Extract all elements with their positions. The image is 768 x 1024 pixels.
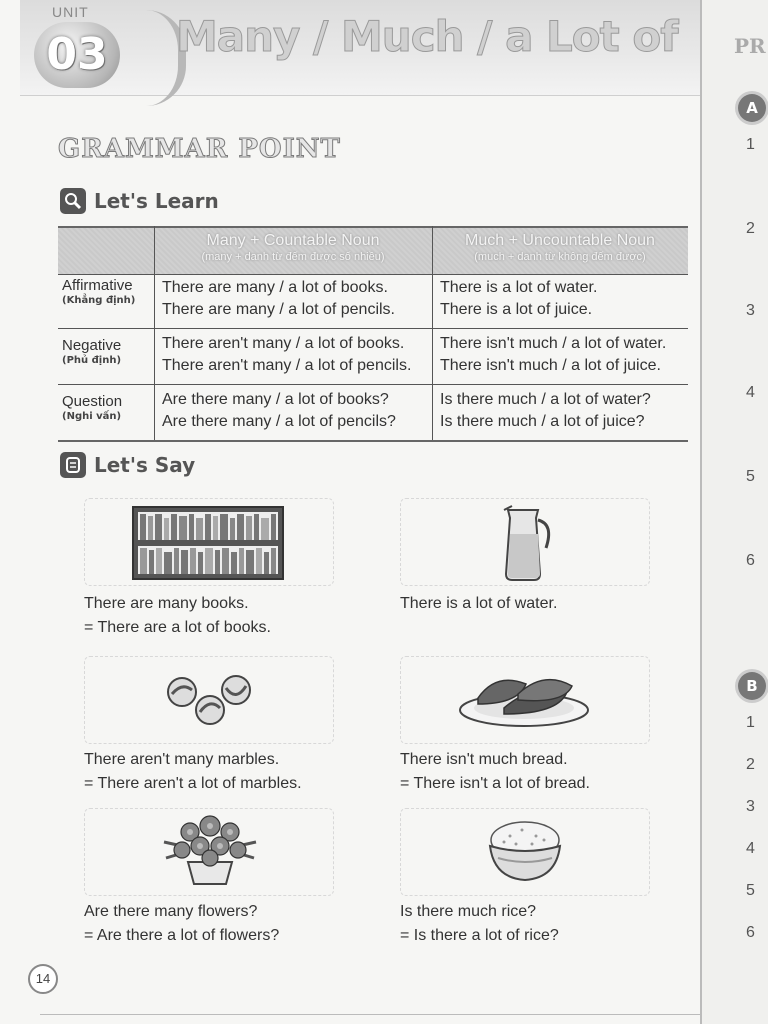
column-header-uncountable-main: Much + Uncountable Noun bbox=[465, 232, 655, 249]
example-sentence: Is there much / a lot of juice? bbox=[440, 413, 645, 430]
strip-number: 5 bbox=[746, 882, 755, 899]
lets-say-title: Let's Say bbox=[94, 453, 196, 477]
countable-cell bbox=[162, 277, 395, 321]
say-sentence-group bbox=[84, 900, 279, 948]
bookshelf-icon bbox=[132, 506, 284, 584]
row-label-sub: (Nghi vấn) bbox=[62, 411, 122, 422]
table-row-question bbox=[58, 384, 688, 440]
say-sentence-group bbox=[84, 592, 271, 640]
strip-number: 4 bbox=[746, 840, 755, 857]
example-sentence: There aren't many / a lot of pencils. bbox=[162, 357, 412, 374]
say-sentence: There is a lot of water. bbox=[400, 595, 558, 612]
column-header-uncountable bbox=[432, 228, 688, 274]
example-sentence: There is a lot of juice. bbox=[440, 301, 593, 318]
strip-number: 4 bbox=[746, 384, 755, 401]
say-sentence: There are many books. bbox=[84, 595, 249, 612]
say-sentence: Are there many flowers? bbox=[84, 903, 258, 920]
strip-number: 3 bbox=[746, 302, 755, 319]
example-sentence: There are many / a lot of pencils. bbox=[162, 301, 395, 318]
lets-say-heading bbox=[60, 452, 195, 478]
row-label-sub: (Khẳng định) bbox=[62, 295, 136, 306]
strip-number: 3 bbox=[746, 798, 755, 815]
section-b-badge: B bbox=[738, 672, 766, 700]
column-header-countable bbox=[154, 228, 432, 274]
say-sentence: There isn't much bread. bbox=[400, 751, 568, 768]
say-sentence: = There are a lot of books. bbox=[84, 619, 271, 636]
lets-learn-title: Let's Learn bbox=[94, 189, 219, 213]
strip-number: 5 bbox=[746, 468, 755, 485]
example-sentence: Is there much / a lot of water? bbox=[440, 391, 651, 408]
section-a-badge: A bbox=[738, 94, 766, 122]
table-bottom-rule bbox=[58, 440, 688, 442]
say-sentence: = There isn't a lot of bread. bbox=[400, 775, 590, 792]
strip-number: 1 bbox=[746, 136, 755, 153]
say-sentence: = Are there a lot of flowers? bbox=[84, 927, 280, 944]
countable-cell bbox=[162, 333, 411, 377]
uncountable-cell bbox=[440, 277, 597, 321]
say-sentence: There aren't many marbles. bbox=[84, 751, 280, 768]
row-label bbox=[62, 337, 154, 367]
marbles-icon bbox=[164, 672, 254, 732]
row-label bbox=[62, 277, 154, 307]
magnifier-icon bbox=[60, 188, 86, 214]
example-sentence: There aren't many / a lot of books. bbox=[162, 335, 405, 352]
row-label-main: Question bbox=[62, 393, 123, 410]
strip-number: 6 bbox=[746, 924, 755, 941]
table-header bbox=[58, 228, 688, 274]
speech-icon bbox=[60, 452, 86, 478]
row-label-main: Negative bbox=[62, 337, 122, 354]
bread-plate-icon bbox=[456, 664, 592, 734]
strip-number: 6 bbox=[746, 552, 755, 569]
uncountable-cell bbox=[440, 333, 666, 377]
strip-number: 1 bbox=[746, 714, 755, 731]
say-sentence-group bbox=[84, 748, 302, 796]
water-jug-icon bbox=[498, 504, 558, 588]
unit-label: UNIT bbox=[52, 4, 89, 20]
rice-bowl-icon bbox=[486, 816, 564, 890]
example-sentence: Are there many / a lot of books? bbox=[162, 391, 389, 408]
uncountable-cell bbox=[440, 389, 651, 433]
say-sentence: Is there much rice? bbox=[400, 903, 537, 920]
flowers-basket-icon bbox=[160, 812, 260, 892]
countable-cell bbox=[162, 389, 396, 433]
say-sentence-group bbox=[400, 748, 590, 796]
row-label-sub: (Phủ định) bbox=[62, 355, 122, 366]
page-number: 14 bbox=[28, 964, 58, 994]
column-header-countable-sub: (many + danh từ đếm được số nhiều) bbox=[201, 251, 385, 263]
example-sentence: There is a lot of water. bbox=[440, 279, 598, 296]
table-row-affirmative bbox=[58, 274, 688, 328]
unit-number: 03 bbox=[34, 22, 120, 88]
strip-heading: PR bbox=[734, 34, 766, 58]
row-label-main: Affirmative bbox=[62, 277, 133, 294]
table-row-negative bbox=[58, 328, 688, 384]
say-sentence-group bbox=[400, 900, 559, 948]
strip-number: 2 bbox=[746, 756, 755, 773]
example-sentence: There are many / a lot of books. bbox=[162, 279, 388, 296]
column-header-uncountable-sub: (much + danh từ không đếm được) bbox=[474, 251, 646, 263]
page-title: Many / Much / a Lot of bbox=[176, 12, 678, 61]
example-sentence: Are there many / a lot of pencils? bbox=[162, 413, 396, 430]
grammar-table bbox=[58, 226, 688, 442]
strip-number: 2 bbox=[746, 220, 755, 237]
column-header-countable-main: Many + Countable Noun bbox=[206, 232, 380, 249]
example-sentence: There isn't much / a lot of juice. bbox=[440, 357, 661, 374]
grammar-point-heading: GRAMMAR POINT bbox=[58, 134, 341, 164]
page-bottom-rule bbox=[40, 1014, 700, 1015]
say-sentence: = There aren't a lot of marbles. bbox=[84, 775, 302, 792]
next-page-strip bbox=[700, 0, 768, 1024]
lets-learn-heading bbox=[60, 188, 219, 214]
say-sentence-group bbox=[400, 592, 557, 616]
unit-header bbox=[0, 0, 700, 110]
say-sentence: = Is there a lot of rice? bbox=[400, 927, 559, 944]
example-sentence: There isn't much / a lot of water. bbox=[440, 335, 667, 352]
row-label bbox=[62, 393, 154, 423]
